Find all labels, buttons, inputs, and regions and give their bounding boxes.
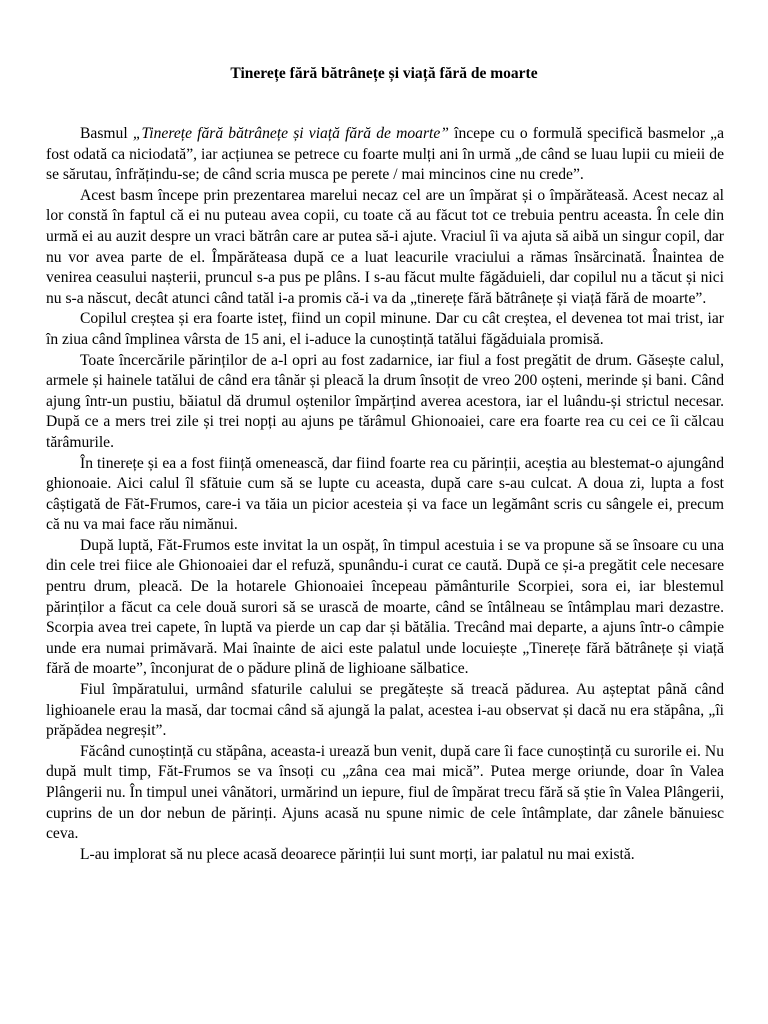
paragraph-9: L-au implorat să nu plece acasă deoarece părinții lui sunt morți, iar palatul nu mai există. (80, 845, 635, 863)
paragraph-1-italic-title: „Tinerețe fără bătrânețe și viață fără de moarte” (132, 125, 449, 142)
paragraph-1 (46, 124, 724, 186)
paragraph-7: Fiul împăratului, urmând sfaturile calului se pregătește să treacă pădurea. Au așteptat până când lighioanele erau la masă, dar tocmai când să ajungă la palat, acestea i-au observat și dacă nu era stăpâna, „îi prăpădea negreșit”. (46, 681, 724, 740)
document-body (46, 124, 724, 865)
paragraph-6: După luptă, Făt-Frumos este invitat la un ospăț, în timpul acestuia i se va propune să se însoare cu una din cele trei fiice ale Ghionoaiei dar el refuză, spunându-i curat ce caută. După ce și-a pregătit cele necesare pentru drum, pleacă. De la hotarele Ghionoaiei începeau pământurile Scorpiei, sora ei, iar blestemul părinților a făcut ca cele două surori să se urască de moarte, când se întâlneau se întâmplau mari dezastre. Scorpia avea trei capete, în luptă va pierde un cap dar și bătălia. Trecând mai departe, a ajuns într-o câmpie unde era numai primăvară. Mai înainte de aici este palatul unde locuiește „Tinerețe fără bătrânețe și viață fără de moarte”, înconjurat de o pădure plină de lighioane sălbatice. (46, 536, 724, 678)
document-title: Tinerețe fără bătrânețe și viață fără de moarte (230, 65, 538, 82)
paragraph-8: Făcând cunoștință cu stăpâna, aceasta-i urează bun venit, după care îi face cunoștință cu surorile ei. Nu după mult timp, Făt-Frumos se va însoți cu „zâna cea mai mică”. Putea merge oriunde, doar în Valea Plângerii nu. În timpul unei vânători, urmărind un iepure, fiul de împărat trecu fără să știe în Valea Plângerii, cuprins de un dor nebun de părinți. Ajuns acasă nu spune nimic de cele întâmplate, dar zânele bănuiesc ceva. (46, 742, 724, 843)
paragraph-4: Toate încercările părinților de a-l opri au fost zadarnice, iar fiul a fost pregătit de drum. Găsește calul, armele și hainele tatălui de când era tânăr și pleacă la drum însoțit de vreo 200 oșteni, merinde și bani. Când ajung într-un pustiu, băiatul dă drumul oștenilor împărțind averea acestora, iar el luându-și strictul necesar. După ce a mers trei zile și trei nopți au ajuns pe tărâmul Ghionoaiei, care era foarte rea cu cei ce îi călcau tărâmurile. (46, 351, 724, 451)
paragraph-5: În tinerețe și ea a fost ființă omenească, dar fiind foarte rea cu părinții, aceștia au blestemat-o ajungând ghionoaie. Aici calul îl sfătuie cum să se lupte cu aceasta, după care s-au culcat. A doua zi, lupta a fost câștigată de Făt-Frumos, care-i va tăia un picior acesteia și va face un legământ scris cu sângele ei, precum că nu va mai face rău nimănui. (46, 454, 724, 534)
paragraph-2: Acest basm începe prin prezentarea marelui necaz cel are un împărat și o împărăteasă. Acest necaz al lor constă în faptul că ei nu puteau avea copii, cu toate că au făcut tot ce trebuia pentru aceasta. În cele din urmă ei au auzit despre un vraci bătrân care ar putea să-i ajute. Vraciul îi va ajuta să aibă un singur copil, dar nu vor avea parte de el. Împărăteasa după ce a luat leacurile vraciului a rămas însărcinată. Înaintea de venirea ceasului nașterii, pruncul s-a pus pe plâns. I s-au făcut multe făgăduieli, dar copilul nu a tăcut și nici nu s-a născut, decât atunci când tatăl i-a promis că-i va da „tinerețe fără bătrânețe și viață fără de moarte”. (46, 186, 724, 307)
paragraph-1-rest: începe cu o formulă specifică basmelor „a fost odată ca niciodată”, iar acțiunea se petrece cu foarte mulți ani în urmă „de când se luau lupii cu mieii de se sărutau, înfrățindu-se; de când scria musca pe perete / mai mincinos cine nu crede”. (46, 125, 724, 184)
paragraph-3: Copilul creștea și era foarte isteț, fiind un copil minune. Dar cu cât creștea, el devenea tot mai trist, iar în ziua când împlinea vârsta de 15 ani, el i-aduce la cunoștință tatălui făgăduiala promisă. (46, 310, 724, 348)
paragraph-1-lead: Basmul (80, 125, 133, 142)
